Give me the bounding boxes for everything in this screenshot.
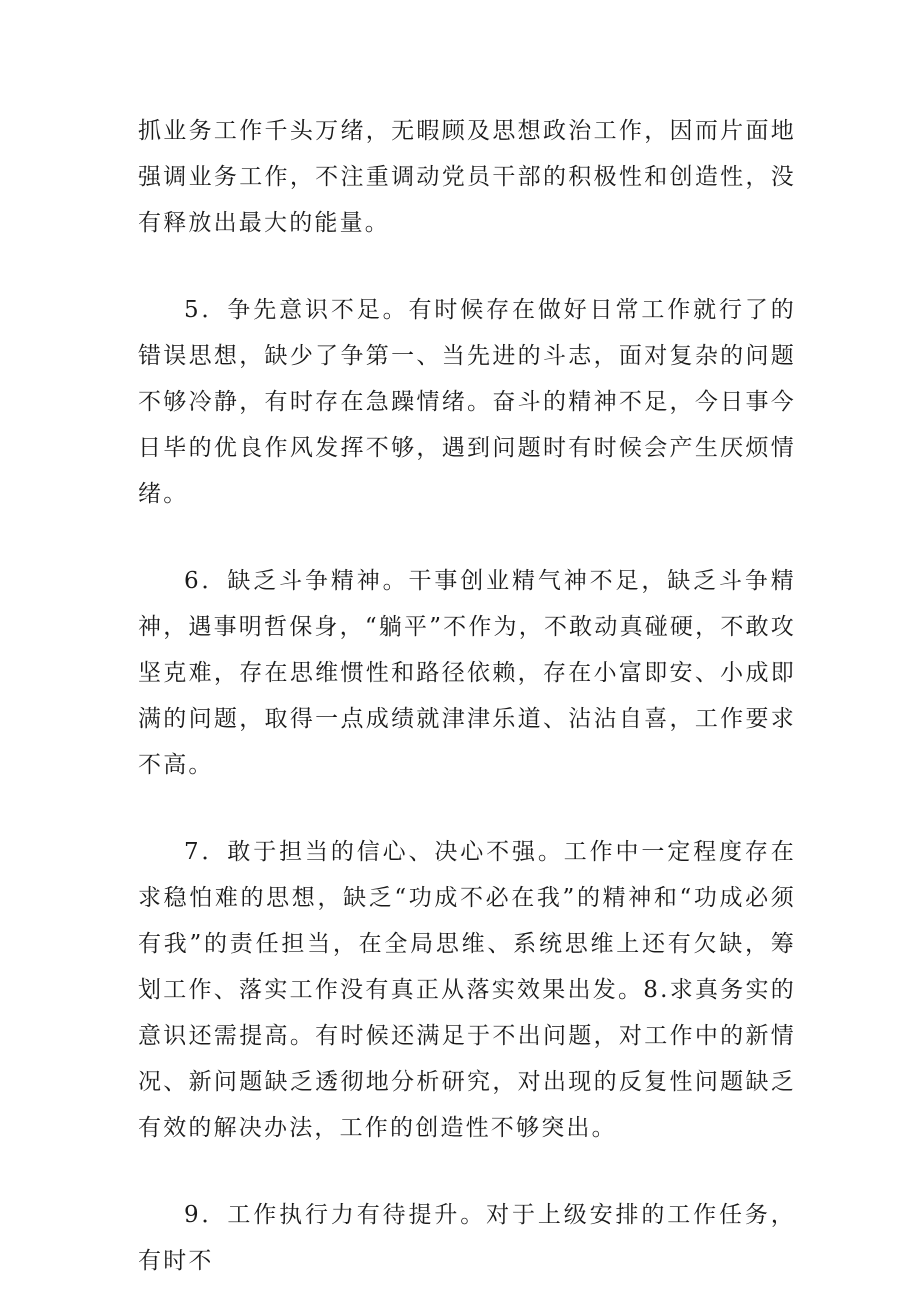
paragraph-item-5: 5．争先意识不足。有时候存在做好日常工作就行了的错误思想，缺少了争第一、当先进的斗志，面对复杂的问题不够冷静，有时存在急躁情绪。奋斗的精神不足，今日事今日毕的优良作风发挥不够，遇到问题时有时候会产生厌烦情绪。 [138, 297, 796, 507]
paragraph-item-7: 7．敢于担当的信心、决心不强。工作中一定程度存在求稳怕难的思想，缺乏“功成不必在我”的精神和“功成必须有我”的责任担当，在全局思维、系统思维上还有欠缺，筹划工作、落实工作没有真正从落实效果出发。8.求真务实的意识还需提高。有时候还满足于不出问题，对工作中的新情况、新问题缺乏透彻地分析研究，对出现的反复性问题缺乏有效的解决办法，工作的创造性不够突出。 [138, 839, 796, 1141]
paragraph-item-6: 6．缺乏斗争精神。干事创业精气神不足，缺乏斗争精神，遇事明哲保身，“躺平”不作为，不敢动真碰硬，不敢攻坚克难，存在思维惯性和路径依赖，存在小富即安、小成即满的问题，取得一点成绩就津津乐道、沾沾自喜，工作要求不高。 [138, 568, 796, 778]
paragraph-continuation: 抓业务工作千头万绪，无暇顾及思想政治工作，因而片面地强调业务工作，不注重调动党员干部的积极性和创造性，没有释放出最大的能量。 [138, 118, 796, 236]
paragraph-item-9: 9．工作执行力有待提升。对于上级安排的工作任务，有时不 [138, 1202, 796, 1274]
